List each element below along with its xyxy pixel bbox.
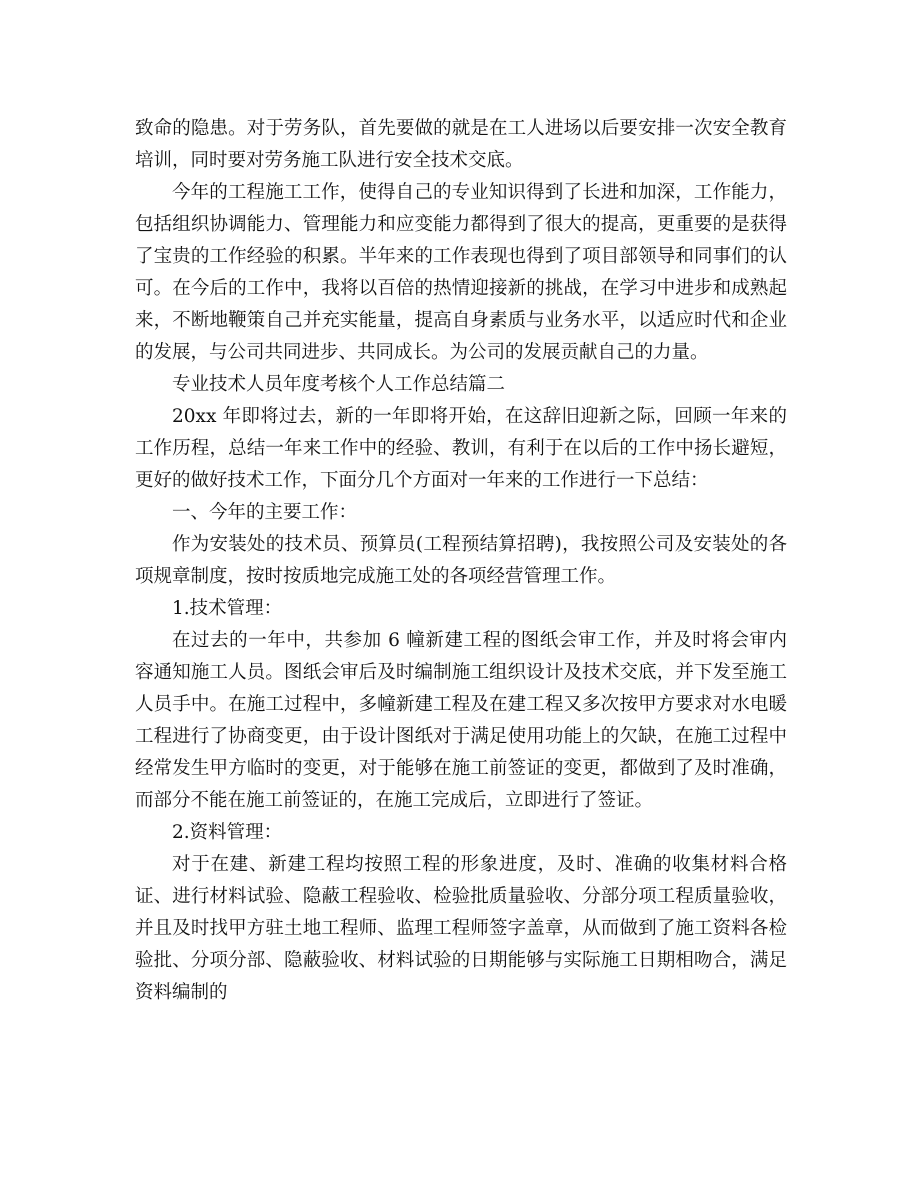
paragraph-document-management: 对于在建、新建工程均按照工程的形象进度，及时、准确的收集材料合格证、进行材料试验、隐蔽工程验收、检验批质量验收、分部分项工程质量验收，并且及时找甲方驻土地工程师、监理工程师签字盖章，从而做到了施工资料各检验批、分项分部、隐蔽验收、材料试验的日期能够与实际施工日期相吻合，满足资料编制的	[135, 854, 787, 1003]
paragraph-work-summary: 今年的工程施工工作，使得自己的专业知识得到了长进和加深，工作能力，包括组织协调能力、管理能力和应变能力都得到了很大的提高，更重要的是获得了宝贵的工作经验的积累。半年来的工作表现也得到了项目部领导和同事们的认可。在今后的工作中，我将以百倍的热情迎接新的挑战，在学习中进步和成熟起来，不断地鞭策自己并充实能量，提高自身素质与业务水平，以适应时代和企业的发展，与公司共同进步、共同成长。为公司的发展贡献自己的力量。	[135, 182, 787, 363]
document-body	[135, 113, 787, 1009]
section-title: 专业技术人员年度考核个人工作总结篇二	[172, 374, 506, 395]
paragraph-role: 作为安装处的技术员、预算员(工程预结算招聘)，我按照公司及安装处的各项规章制度，按时按质地完成施工处的各项经营管理工作。	[135, 534, 787, 587]
paragraph-technical-management: 在过去的一年中，共参加 6 幢新建工程的图纸会审工作，并及时将会审内容通知施工人员。图纸会审后及时编制施工组织设计及技术交底，并下发至施工人员手中。在施工过程中，多幢新建工程及在建工程又多次按甲方要求对水电暖工程进行了协商变更，由于设计图纸对于满足使用功能上的欠缺，在施工过程中经常发生甲方临时的变更，对于能够在施工前签证的变更，都做到了及时准确，而部分不能在施工前签证的，在施工完成后，立即进行了签证。	[135, 630, 787, 811]
heading-main-work: 一、今年的主要工作：	[172, 502, 358, 523]
heading-document-management: 2.资料管理：	[172, 822, 283, 843]
heading-technical-management: 1.技术管理：	[172, 598, 283, 619]
paragraph-continued: 致命的隐患。对于劳务队，首先要做的就是在工人进场以后要安排一次安全教育培训，同时要对劳务施工队进行安全技术交底。	[135, 118, 787, 171]
paragraph-intro: 20xx 年即将过去，新的一年即将开始，在这辞旧迎新之际，回顾一年来的工作历程，总结一年来工作中的经验、教训，有利于在以后的工作中扬长避短，更好的做好技术工作，下面分几个方面对一年来的工作进行一下总结：	[135, 406, 787, 491]
